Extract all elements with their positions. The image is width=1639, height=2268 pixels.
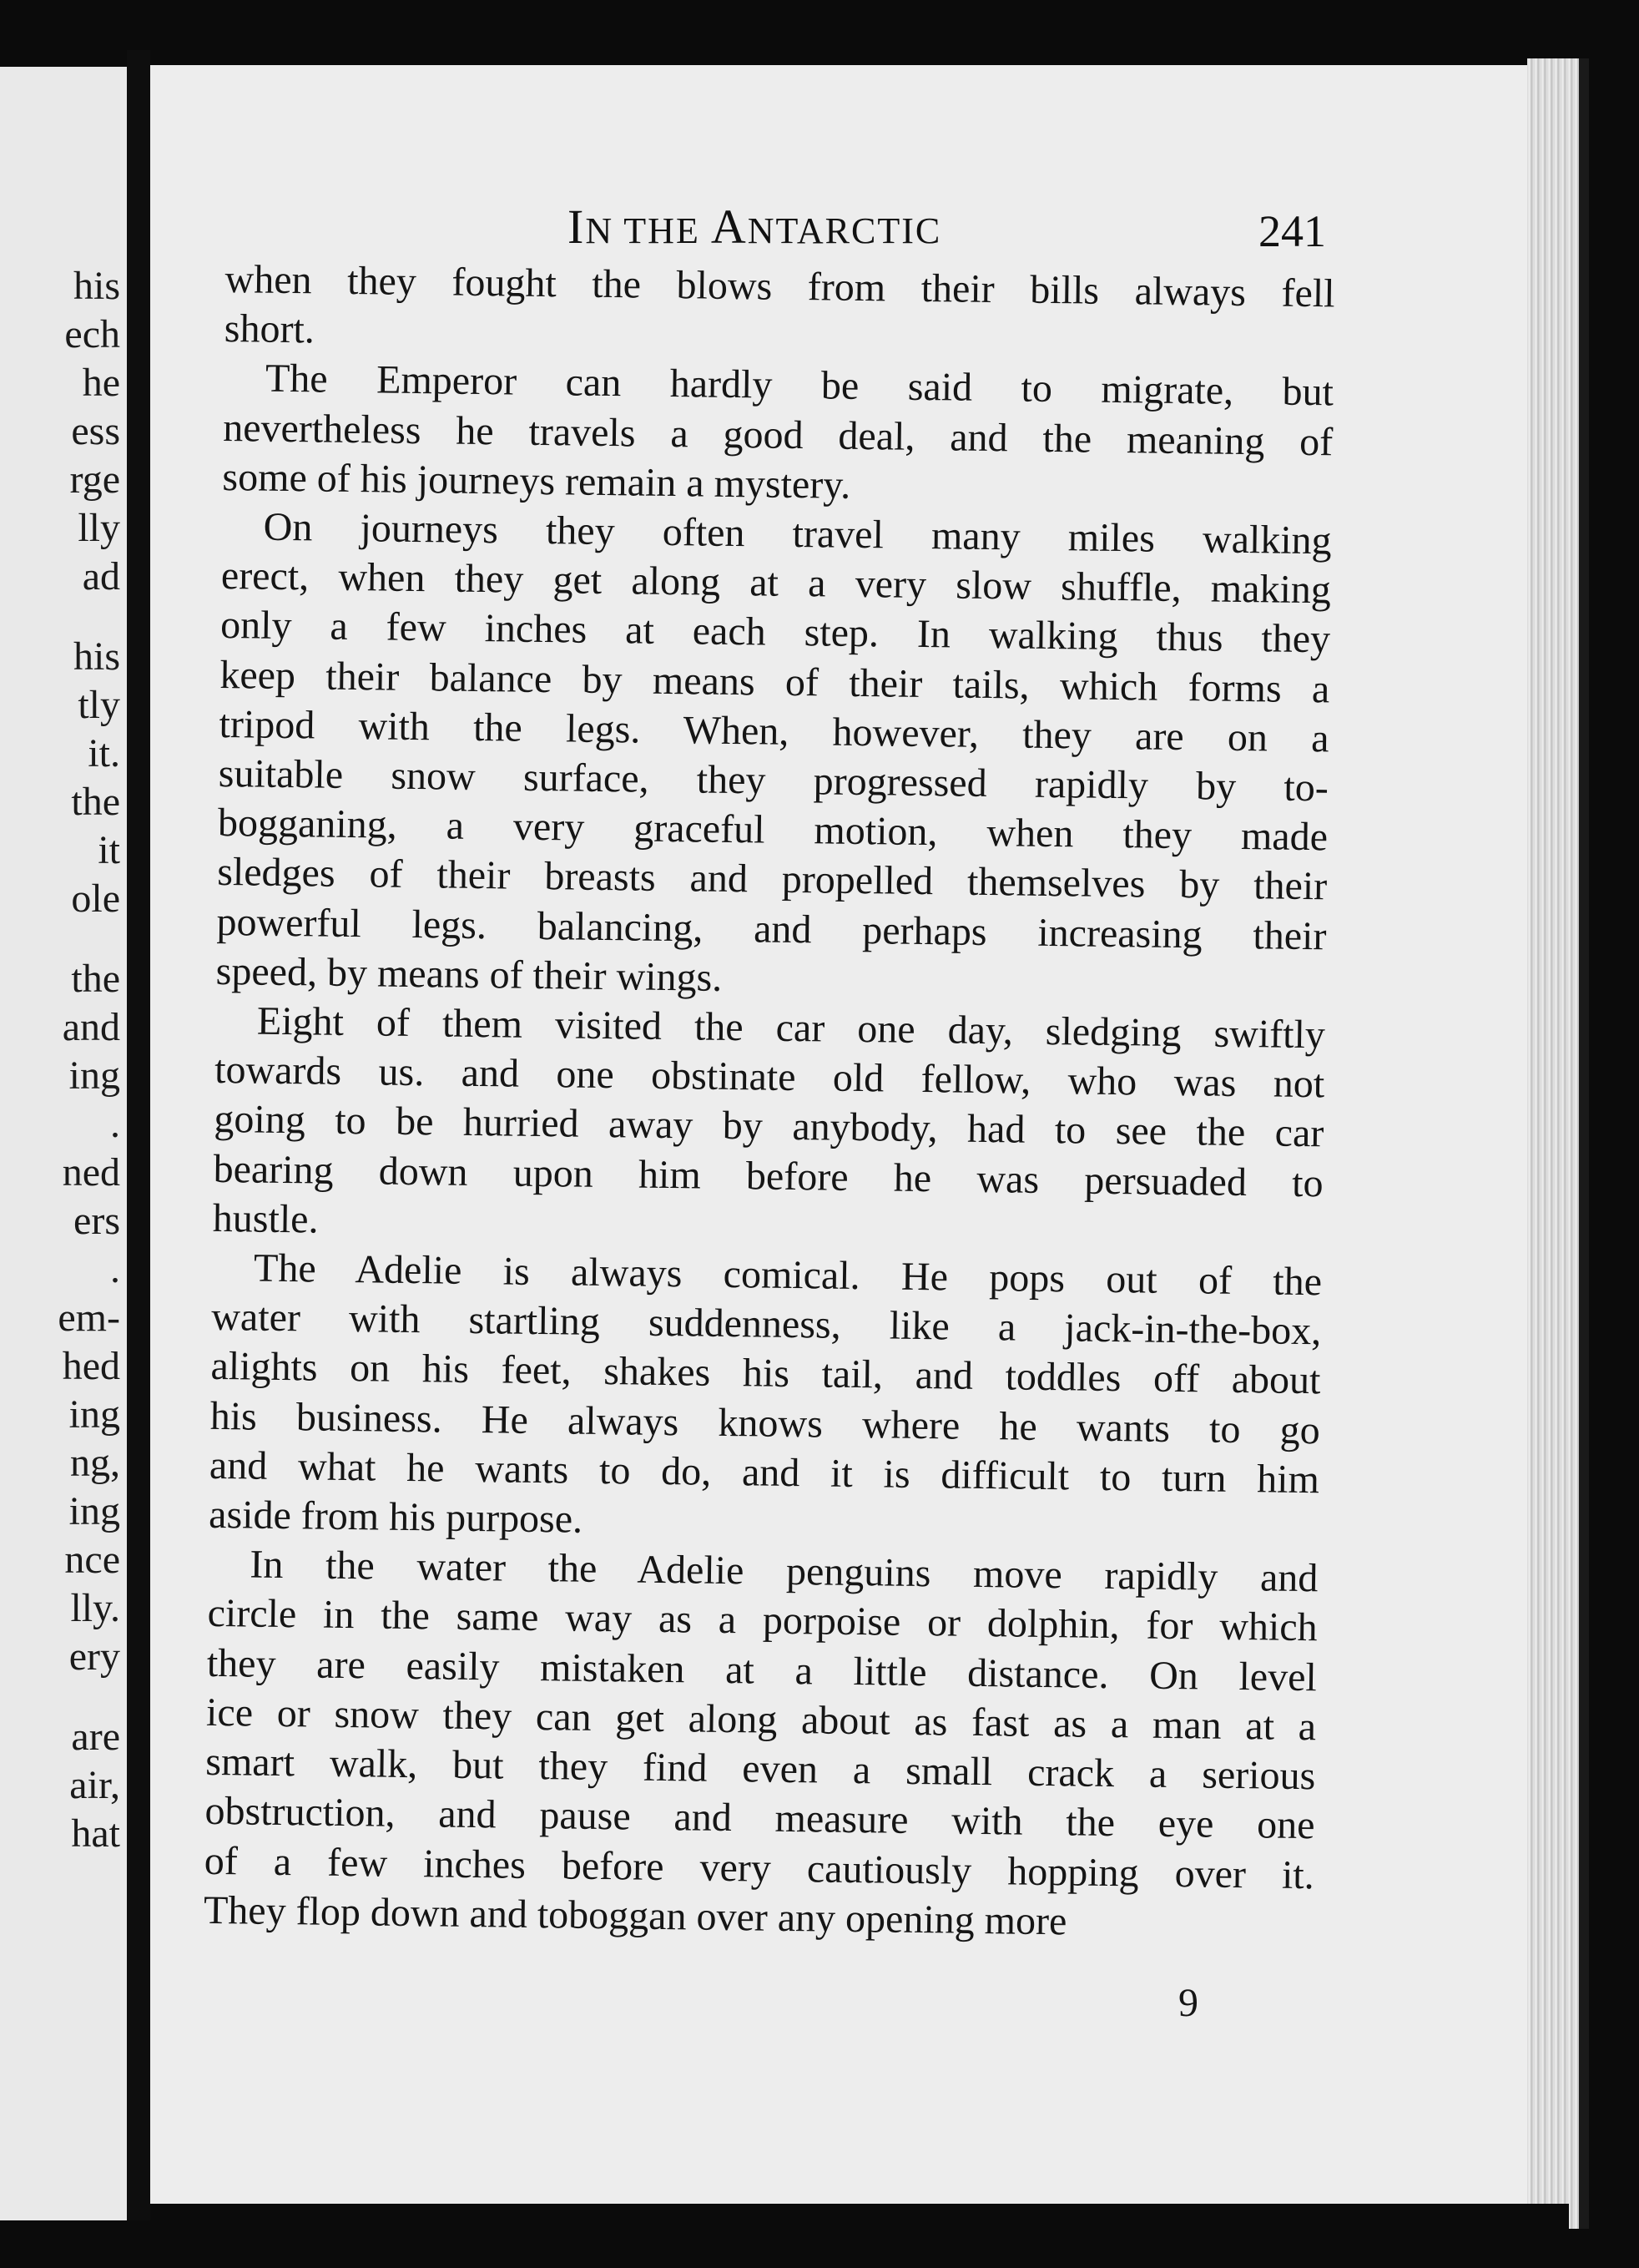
- text-line: speed, by means of their wings.: [215, 948, 723, 1000]
- text-line: circle in the same way as a porpoise or dolphin, for which: [207, 1591, 1318, 1650]
- text-line: short.: [224, 306, 315, 352]
- running-head-initial-2: A: [710, 200, 748, 254]
- left-page-fragment: em-: [58, 1296, 120, 1340]
- text-line: aside from his purpose.: [208, 1492, 583, 1542]
- text-line: alights on his feet, shakes his tail, and toddles off about: [210, 1344, 1321, 1403]
- running-head: [567, 199, 941, 255]
- left-page-fragment: ng,: [70, 1441, 120, 1485]
- left-page-fragment: ers: [73, 1199, 120, 1243]
- left-page-fragment: are: [71, 1715, 120, 1759]
- text-line: keep their balance by means of their tails, which forms a: [219, 652, 1330, 711]
- paragraph: [213, 996, 1326, 1257]
- running-head-initial-1: I: [567, 200, 586, 254]
- book-gutter: [127, 50, 150, 2220]
- text-line: smart walk, but they find even a small crack a serious: [205, 1739, 1316, 1799]
- text-line: erect, when they get along at a very slow shuffle, making: [220, 553, 1332, 613]
- left-page-fragment: .: [110, 1102, 120, 1146]
- text-line: obstruction, and pause and measure with the eye one: [204, 1789, 1315, 1848]
- left-page-fragment: lly.: [70, 1586, 120, 1630]
- left-page-fragment: tly: [78, 683, 120, 727]
- paragraph: [222, 353, 1334, 516]
- running-head-part-2: NTARCTIC: [747, 210, 942, 251]
- text-line: sledges of their breasts and propelled themselves by their: [216, 850, 1328, 909]
- text-line: his business. He always knows where he wants to go: [209, 1393, 1321, 1452]
- text-line: tripod with the legs. When, however, they are on a: [219, 701, 1329, 761]
- text-line: The Adelie is always comical. He pops out of the: [253, 1245, 1323, 1305]
- paragraph: [209, 1243, 1323, 1554]
- text-line: In the water the Adelie penguins move rapidly and: [250, 1542, 1319, 1601]
- text-line: going to be hurried away by anybody, had to see the car: [214, 1097, 1324, 1156]
- book-cover-edge: [1579, 58, 1589, 2229]
- text-line: They flop down and toboggan over any opening more: [203, 1887, 1067, 1944]
- text-line: On journeys they often travel many miles walking: [263, 504, 1332, 563]
- paragraph: [215, 502, 1332, 1010]
- left-page-fragment: ad: [82, 554, 120, 599]
- text-line: nevertheless he travels a good deal, and the meaning of: [222, 405, 1334, 464]
- left-page-fragment: the: [71, 957, 120, 1001]
- text-line: water with startling suddenness, like a jack-in-the-box,: [210, 1295, 1322, 1354]
- left-page-fragment: ech: [64, 312, 120, 356]
- left-page-fragment: nce: [64, 1538, 120, 1582]
- left-page-fragment: and: [62, 1005, 120, 1049]
- text-line: hustle.: [212, 1195, 319, 1242]
- running-head-part-1: N THE: [585, 210, 711, 251]
- left-page-fragment: it: [98, 828, 120, 872]
- left-page-fragment: ole: [71, 876, 120, 921]
- left-page-fragment: hed: [62, 1344, 120, 1388]
- left-page-fragment: the: [71, 780, 120, 824]
- text-line: of a few inches before very cautiously hopping over it.: [204, 1838, 1315, 1897]
- text-line: and what he wants to do, and it is difficult to turn him: [209, 1442, 1320, 1503]
- text-line: they are easily mistaken at a little distance. On level: [206, 1640, 1318, 1700]
- signature-mark: 9: [1178, 1981, 1198, 2025]
- left-page-fragment: his: [73, 264, 120, 308]
- left-page-fragment: air,: [69, 1763, 120, 1807]
- body-text: [204, 255, 1335, 1949]
- paragraph: [204, 1539, 1319, 1949]
- left-page-fragment: .: [110, 1247, 120, 1291]
- text-line: suitable snow surface, they progressed rapidly by to-: [218, 750, 1329, 811]
- left-page-fragment: ery: [68, 1634, 120, 1679]
- left-page-fragment: rge: [69, 457, 120, 502]
- left-page-fragment: his: [73, 634, 120, 679]
- page-stack-edge: [1527, 58, 1579, 2229]
- text-line: some of his journeys remain a mystery.: [222, 454, 851, 508]
- bottom-edge-shadow: [150, 2204, 1569, 2268]
- left-page-fragment: ned: [62, 1150, 120, 1195]
- left-page-fragment: he: [82, 361, 120, 405]
- text-line: Eight of them visited the car one day, sledging swiftly: [256, 998, 1326, 1058]
- text-line: only a few inches at each step. In walking thus they: [219, 603, 1331, 662]
- text-line: bogganing, a very graceful motion, when they made: [217, 801, 1329, 860]
- left-facing-page: [0, 67, 127, 2220]
- text-line: The Emperor can hardly be said to migrate, but: [265, 356, 1334, 415]
- left-page-fragment: ess: [71, 409, 120, 453]
- text-line: powerful legs. balancing, and perhaps increasing their: [216, 899, 1327, 958]
- page-number: 241: [1258, 206, 1326, 256]
- left-page-fragment: hat: [71, 1811, 120, 1856]
- text-line: towards us. and one obstinate old fellow, who was not: [214, 1048, 1325, 1107]
- left-page-fragment: lly: [78, 506, 120, 550]
- left-page-fragment: ing: [68, 1489, 120, 1533]
- left-page-fragment: ing: [68, 1053, 120, 1098]
- text-line: bearing down upon him before he was persuaded to: [213, 1146, 1324, 1205]
- paragraph: [224, 255, 1334, 368]
- text-line: ice or snow they can get along about as fast as a man at a: [205, 1690, 1317, 1750]
- left-page-fragment: ing: [68, 1392, 120, 1437]
- left-page-fragment: it.: [88, 731, 120, 775]
- text-line: when they fought the blows from their bills always fell: [224, 256, 1335, 316]
